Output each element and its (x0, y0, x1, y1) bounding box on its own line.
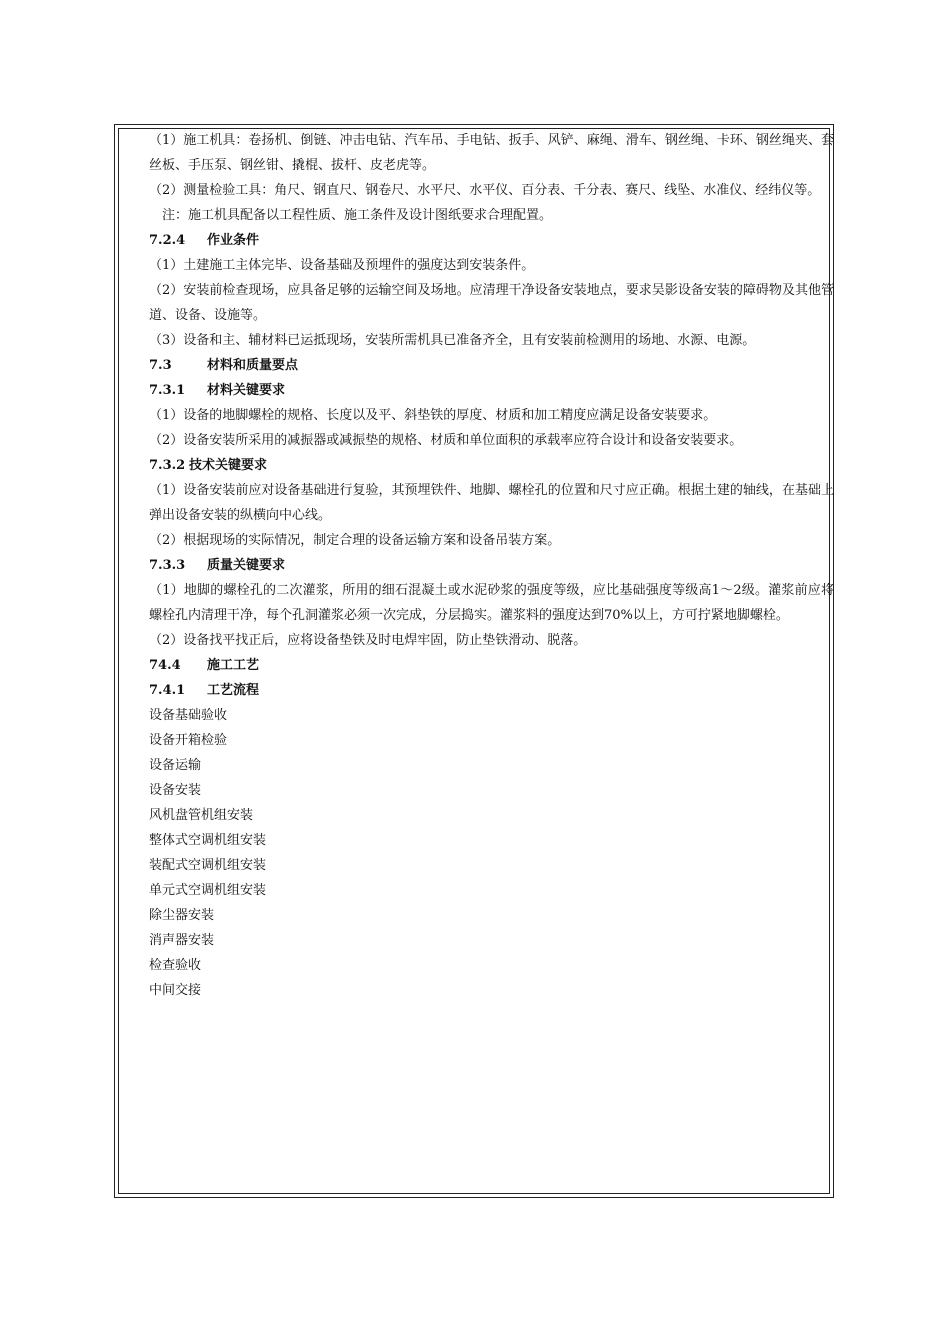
paragraph: （2）测量检验工具：角尺、钢直尺、钢卷尺、水平尺、水平仪、百分表、千分表、赛尺、线坠、水准仪、经纬仪等。 (149, 183, 821, 198)
paragraph: （1）地脚的螺栓孔的二次灌浆，所用的细石混凝土或水泥砂浆的强度等级，应比基础强度等级高1～2级。灌浆前应将螺栓孔内清理干净，每个孔洞灌浆必须一次完成，分层捣实。灌浆料的强度达到70%以上，方可拧紧地脚螺栓。 (149, 583, 834, 623)
text-blocks (149, 128, 834, 703)
section-title: 作业条件 (207, 233, 260, 248)
flow-step: 设备安装 (149, 783, 202, 798)
section-heading (149, 228, 834, 253)
section-number: 7.3 (149, 358, 172, 373)
paragraph: （2）设备安装所采用的减振器或减振垫的规格、材质和单位面积的承载率应符合设计和设备安装要求。 (149, 433, 743, 448)
section-title: 技术关键要求 (189, 458, 268, 473)
section-number: 74.4 (149, 658, 181, 673)
section-number: 7.3.2 (149, 458, 186, 473)
flow-step: 检查验收 (149, 958, 202, 973)
section-heading (149, 378, 834, 403)
paragraph: （1）设备安装前应对设备基础进行复验，其预埋铁件、地脚、螺栓孔的位置和尺寸应正确。根据土建的轴线，在基础上弹出设备安装的纵横向中心线。 (149, 483, 834, 523)
section-number: 7.3.3 (149, 558, 186, 573)
document-body (149, 128, 834, 1003)
flow-step: 设备开箱检验 (149, 733, 228, 748)
section-heading (149, 453, 834, 478)
paragraph: （1）施工机具：卷扬机、倒链、冲击电钻、汽车吊、手电钻、扳手、风铲、麻绳、滑车、钢丝绳、卡环、钢丝绳夹、套丝板、手压泵、钢丝钳、撬棍、拔杆、皮老虎等。 (149, 133, 834, 173)
flow-step: 消声器安装 (149, 933, 215, 948)
flow-step: 设备运输 (149, 758, 202, 773)
section-heading (149, 553, 834, 578)
paragraph: （3）设备和主、辅材料已运抵现场，安装所需机具已准备齐全，且有安装前检测用的场地、水源、电源。 (149, 333, 756, 348)
paragraph: （1）设备的地脚螺栓的规格、长度以及平、斜垫铁的厚度、材质和加工精度应满足设备安装要求。 (149, 408, 717, 423)
flow-step: 除尘器安装 (149, 908, 215, 923)
paragraph: （2）根据现场的实际情况，制定合理的设备运输方案和设备吊装方案。 (149, 533, 561, 548)
flow-step: 整体式空调机组安装 (149, 833, 267, 848)
section-title: 材料和质量要点 (207, 358, 299, 373)
section-number: 7.3.1 (149, 383, 186, 398)
paragraph: （1）土建施工主体完毕、设备基础及预埋件的强度达到安装条件。 (149, 258, 535, 273)
paragraph: （2）设备找平找正后，应将设备垫铁及时电焊牢固，防止垫铁滑动、脱落。 (149, 633, 587, 648)
section-number: 7.2.4 (149, 233, 186, 248)
process-flow-list (149, 703, 834, 1003)
section-heading (149, 353, 834, 378)
paragraph: 注：施工机具配备以工程性质、施工条件及设计图纸要求合理配置。 (149, 208, 553, 223)
paragraph: （2）安装前检查现场，应具备足够的运输空间及场地。应清理干净设备安装地点，要求吴影设备安装的障碍物及其他管道、设备、设施等。 (149, 283, 834, 323)
section-title: 材料关键要求 (207, 383, 286, 398)
flow-step: 单元式空调机组安装 (149, 883, 267, 898)
section-number: 7.4.1 (149, 683, 186, 698)
flow-step: 设备基础验收 (149, 708, 228, 723)
section-heading (149, 678, 834, 703)
flow-step: 中间交接 (149, 983, 202, 998)
flow-step: 风机盘管机组安装 (149, 808, 254, 823)
flow-step: 装配式空调机组安装 (149, 858, 267, 873)
section-title: 工艺流程 (207, 683, 260, 698)
section-title: 施工工艺 (207, 658, 260, 673)
section-heading (149, 653, 834, 678)
section-title: 质量关键要求 (207, 558, 286, 573)
